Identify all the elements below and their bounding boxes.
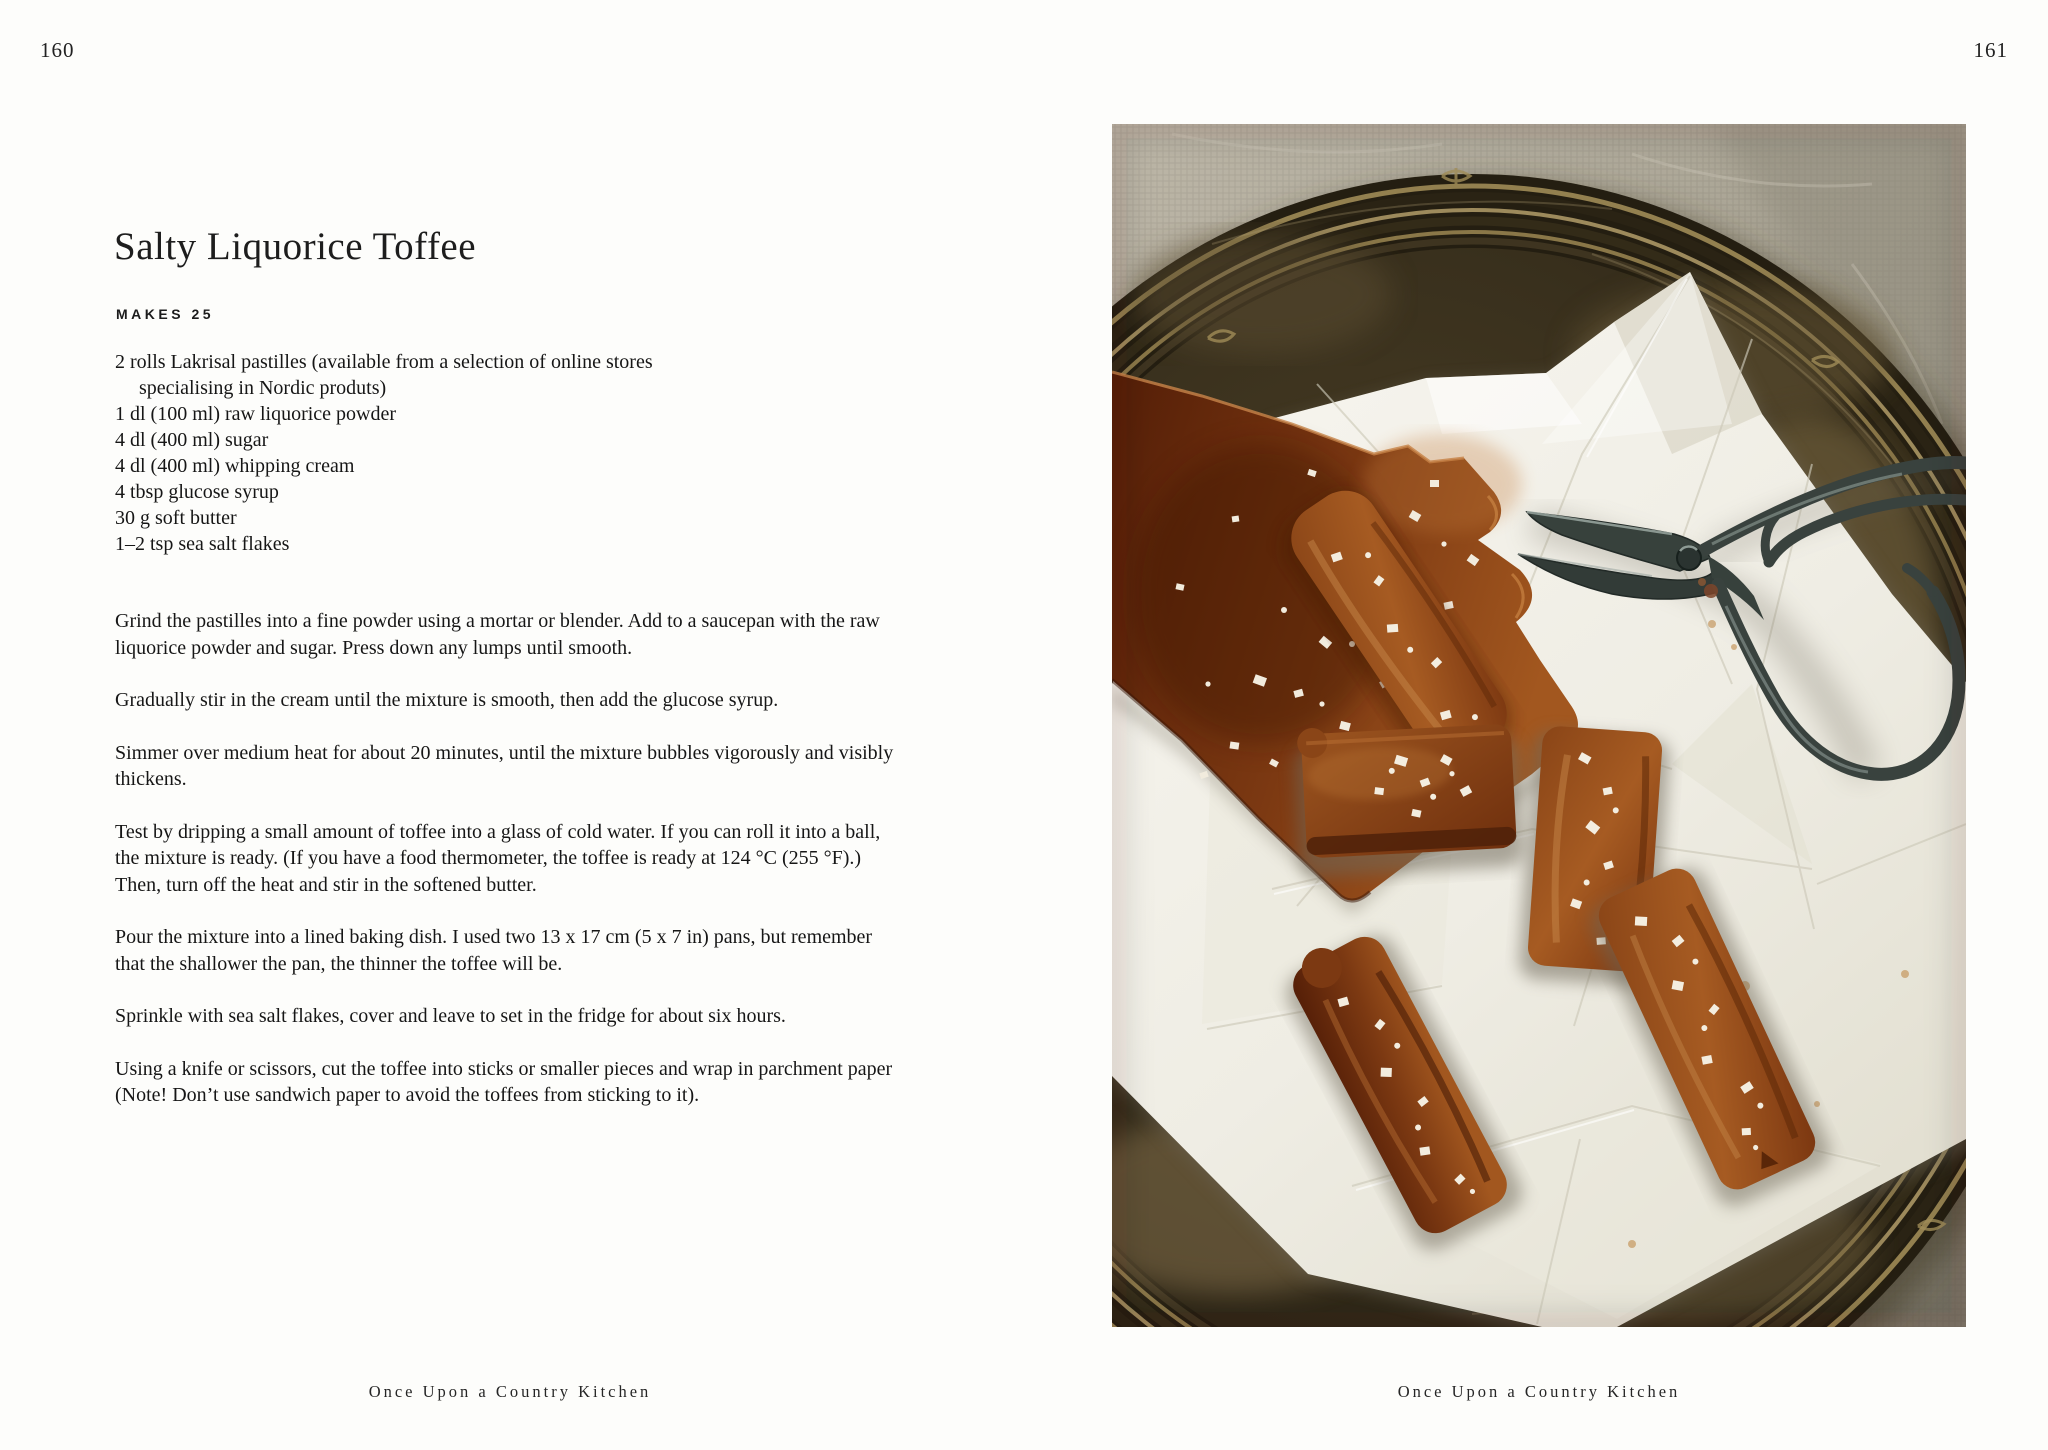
book-title-footer-right: Once Upon a Country Kitchen: [1397, 1382, 1681, 1401]
page-number-right: 161: [1973, 38, 2008, 62]
method-step: Grind the pastilles into a fine powder using a mortar or blender. Add to a saucepan with the raw liquorice powder and sugar. Press down any lumps until smooth.: [115, 610, 880, 659]
page-number-left: 160: [40, 38, 75, 62]
ingredient-item: 4 dl (400 ml) sugar: [115, 429, 269, 451]
recipe-yield: MAKES 25: [116, 306, 215, 322]
ingredient-item: 1–2 tsp sea salt flakes: [115, 533, 290, 555]
method-step: Gradually stir in the cream until the mixture is smooth, then add the glucose syrup.: [115, 689, 779, 711]
ingredient-item: 4 tbsp glucose syrup: [115, 481, 279, 503]
recipe-photo-illustration: [1112, 124, 1966, 1327]
toffee-piece: [1293, 717, 1524, 878]
method-step: Using a knife or scissors, cut the toffee into sticks or smaller pieces and wrap in parchment paper (Note! Don’t use sandwich paper to avoid the toffees from sticking to it).: [115, 1057, 893, 1106]
method-step: Test by dripping a small amount of toffee into a glass of cold water. If you can roll it into a ball, the mixture is ready. (If you have a food thermometer, the toffee is ready at 124 °C (255 °F).) Then, turn off the heat and stir in the softened butter.: [115, 820, 881, 896]
ingredient-item: 2 rolls Lakrisal pastilles (available from a selection of online stores specialising in Nordic produts): [115, 351, 653, 399]
recipe-title: Salty Liquorice Toffee: [114, 225, 477, 268]
method-steps: [115, 608, 895, 1135]
method-step: Sprinkle with sea salt flakes, cover and leave to set in the fridge for about six hours.: [115, 1005, 786, 1027]
book-title-footer-left: Once Upon a Country Kitchen: [368, 1382, 652, 1401]
ingredient-list: [115, 349, 735, 557]
ingredient-item: 4 dl (400 ml) whipping cream: [115, 455, 355, 477]
method-step: Pour the mixture into a lined baking dish. I used two 13 x 17 cm (5 x 7 in) pans, but remember that the shallower the pan, the thinner the toffee will be.: [115, 926, 873, 975]
method-step: Simmer over medium heat for about 20 minutes, until the mixture bubbles vigorously and visibly thickens.: [115, 741, 894, 790]
ingredient-item: 1 dl (100 ml) raw liquorice powder: [115, 403, 397, 425]
ingredient-item: 30 g soft butter: [115, 507, 237, 529]
recipe-photo: [1112, 124, 1966, 1327]
